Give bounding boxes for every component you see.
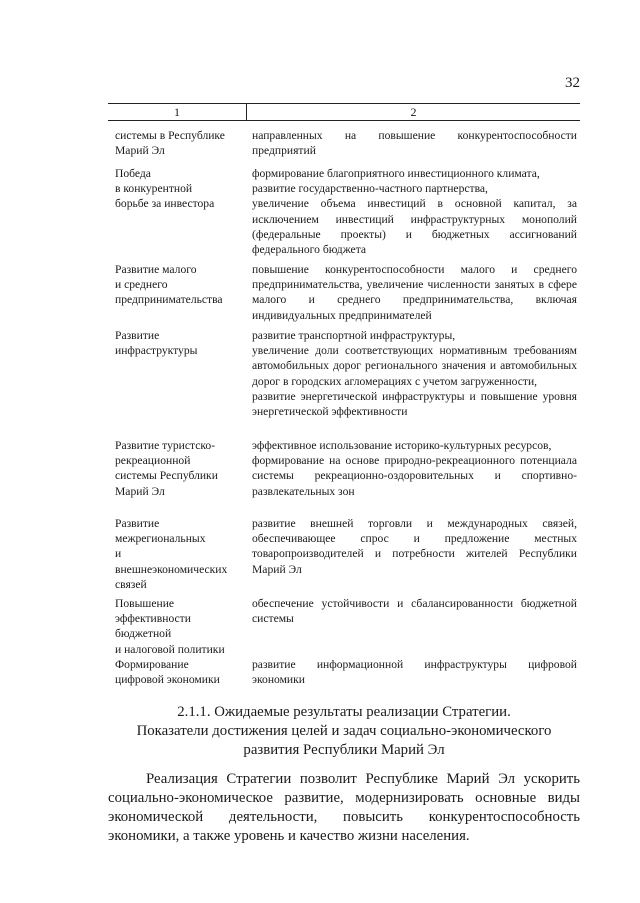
row-description: эффективное использование историко-культурных ресурсов, формирование на основе природно-рекреационного потенциала системы рекреационно-оздоровительных и спортивно-развлекательных зон xyxy=(252,439,577,498)
row-description: развитие внешней торговли и международных связей, обеспечивающее спрос и предложение местных товаропроизводителей и потребности жителей Республики Марий Эл xyxy=(252,517,577,576)
row-description: повышение конкурентоспособности малого и среднего предпринимательства, увеличение численности занятых в сфере малого и среднего предпринимательства, включая индивидуальных предпринимателей xyxy=(252,263,577,322)
row-description: формирование благоприятного инвестиционного климата, развитие государственно-частного партнерства, увеличение объема инвестиций в основной капитал, за исключением инвестиций инфраструктурных монополий (федеральные проекты) и бюджетных ассигнований федерального бюджета xyxy=(252,167,577,257)
row-description: развитие информационной инфраструктуры цифровой экономики xyxy=(252,658,577,687)
row-description: обеспечение устойчивости и сбалансированности бюджетной системы xyxy=(252,597,577,626)
table-header-col1: 1 xyxy=(174,105,180,119)
page-number: 32 xyxy=(565,75,580,91)
strategy-table xyxy=(108,103,580,687)
table-header xyxy=(108,103,580,121)
table-header-col2: 2 xyxy=(410,105,417,119)
row-topic: Победа в конкурентной борьбе за инвестора xyxy=(115,167,215,211)
row-topic: Повышение эффективности бюджетной и налоговой политики xyxy=(115,597,225,656)
row-topic: системы в Республике Марий Эл xyxy=(115,129,225,158)
row-description: направленных на повышение конкурентоспособности предприятий xyxy=(252,129,577,158)
row-topic: Формирование цифровой экономики xyxy=(115,658,220,687)
body-paragraph: Реализация Стратегии позволит Республике Марий Эл ускорить социально-экономическое развитие, модернизировать основные виды экономической деятельности, повысить конкурентоспособность экономики, а также уровень и качество жизни населения. xyxy=(108,771,580,844)
row-topic: Развитие инфраструктуры xyxy=(115,329,198,358)
row-topic: Развитие туристско- рекреационной системы Республики Марий Эл xyxy=(115,439,218,498)
row-description: развитие транспортной инфраструктуры, увеличение доли соответствующих нормативным требованиям автомобильных дорог регионального значения и автомобильных дорог в городских агломерациях с учетом загруженности, развитие энергетической инфраструктуры и повышение уровня энергетической эффективности xyxy=(252,329,577,419)
row-topic: Развитие малого и среднего предпринимательства xyxy=(115,263,223,307)
row-topic: Развитие межрегиональных и внешнеэкономических связей xyxy=(115,517,228,591)
section-heading: 2.1.1. Ожидаемые результаты реализации Стратегии. Показатели достижения целей и задач социально-экономического развития Республики Марий Эл xyxy=(136,704,552,758)
